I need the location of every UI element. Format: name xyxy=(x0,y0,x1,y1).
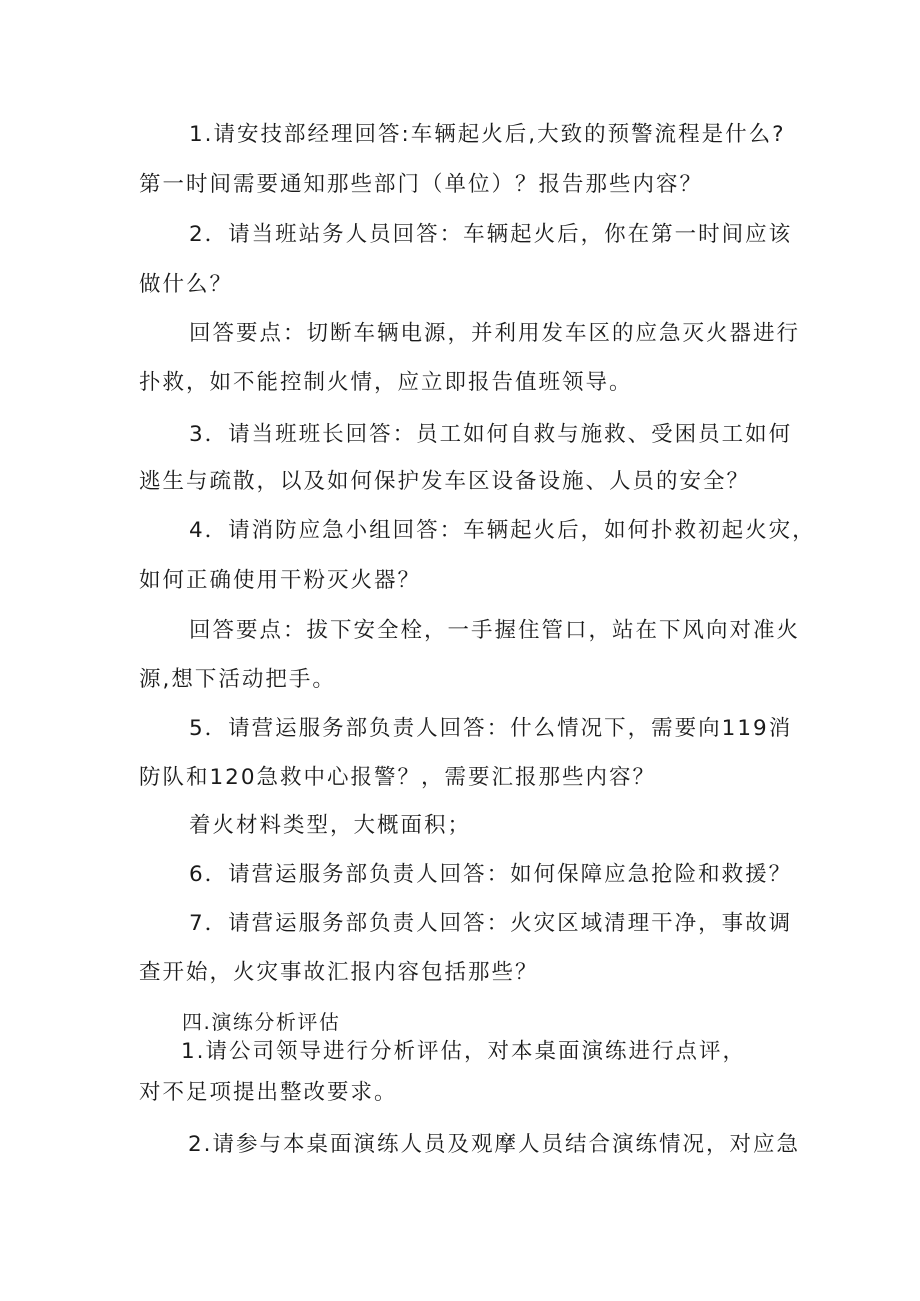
text-line-q4-answer-b: 源,想下活动把手。 xyxy=(139,667,336,692)
text-line-q3-a: 3．请当班班长回答：员工如何自救与施救、受困员工如何 xyxy=(189,422,793,447)
text-line-q2-b: 做什么？ xyxy=(139,272,234,297)
text-line-s4-item2: 2.请参与本桌面演练人员及观摩人员结合演练情况，对应急 xyxy=(188,1132,801,1157)
text-line-q1-a: 1.请安技部经理回答:车辆起火后,大致的预警流程是什么? xyxy=(189,122,786,147)
text-line-q2-answer-b: 扑救，如不能控制火情，应立即报告值班领导。 xyxy=(139,370,633,395)
text-line-s4-item1-a: 1.请公司领导进行分析评估，对本桌面演练进行点评， xyxy=(181,1039,747,1064)
text-line-q2-answer-a: 回答要点：切断车辆电源，并利用发车区的应急灭火器进行 xyxy=(189,321,801,346)
text-line-q5-b: 防队和120急救中心报警？，需要汇报那些内容？ xyxy=(139,765,657,790)
text-line-q4-answer-a: 回答要点：拔下安全栓，一手握住管口，站在下风向对准火 xyxy=(189,618,801,643)
text-line-q4-b: 如何正确使用干粉灭火器？ xyxy=(139,568,422,593)
text-line-q6: 6．请营运服务部负责人回答：如何保障应急抢险和救援？ xyxy=(189,862,793,887)
text-line-s4-item1-b: 对不足项提出整改要求。 xyxy=(139,1080,398,1105)
text-line-q5-a: 5．请营运服务部负责人回答：什么情况下，需要向119消 xyxy=(189,716,793,741)
text-line-q1-b: 第一时间需要通知那些部门（单位）？报告那些内容？ xyxy=(139,172,704,197)
text-line-q4-a: 4．请消防应急小组回答：车辆起火后，如何扑救初起火灾， xyxy=(189,518,816,543)
text-line-q5-answer: 着火材料类型，大概面积； xyxy=(189,813,472,838)
text-line-q3-b: 逃生与疏散，以及如何保护发车区设备设施、人员的安全？ xyxy=(139,469,751,494)
text-line-q7-b: 查开始，火灾事故汇报内容包括那些？ xyxy=(139,960,539,985)
section-heading-4: 四.演练分析评估 xyxy=(182,1010,341,1034)
text-line-q7-a: 7．请营运服务部负责人回答：火灾区域清理干净，事故调 xyxy=(189,911,793,936)
text-line-q2-a: 2．请当班站务人员回答：车辆起火后，你在第一时间应该 xyxy=(189,222,793,247)
